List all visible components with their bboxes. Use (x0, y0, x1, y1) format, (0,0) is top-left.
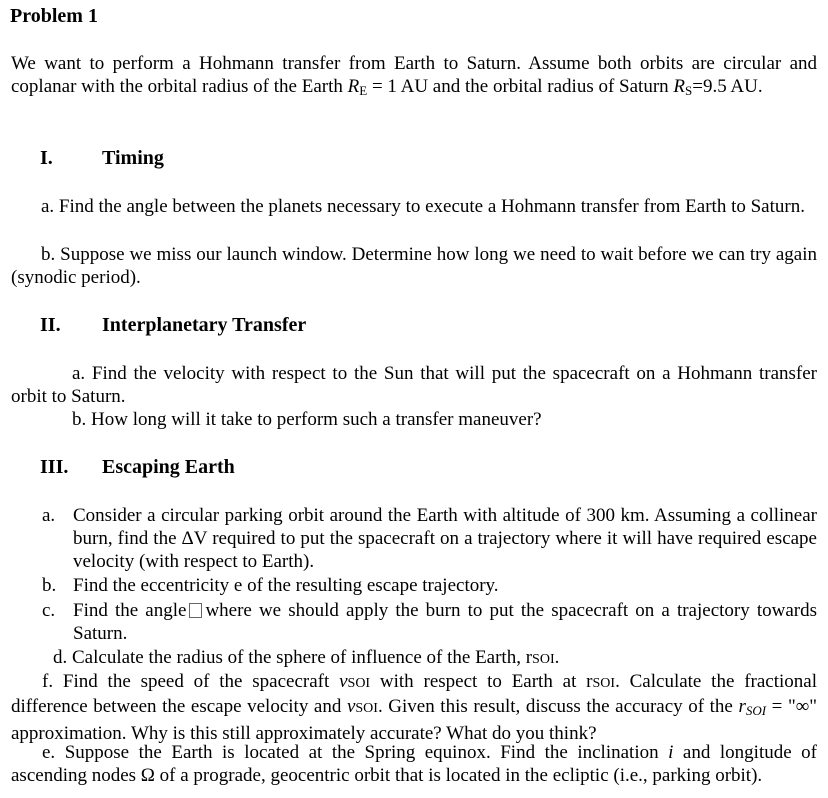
section-title: Timing (102, 147, 164, 169)
escape-part-d: d. Calculate the radius of the sphere of influence of the Earth, rSOI. (53, 647, 560, 668)
transfer-part-b: b. How long will it take to perform such a transfer maneuver? (72, 409, 542, 430)
list-letter: b. (42, 575, 57, 596)
escape-part-c (42, 599, 817, 645)
transfer-part-a: a. Find the velocity with respect to the Sun that will put the spacecraft on a Hohmann transfer orbit to Saturn. (11, 363, 817, 407)
list-text: Consider a circular parking orbit around the Earth with altitude of 300 km. Assuming a collinear burn, find the ΔV required to put the spacecraft on a trajectory where it will have required escape velocity (with respect to Earth). (73, 505, 817, 572)
timing-part-a: a. Find the angle between the planets necessary to execute a Hohmann transfer from Earth to Saturn. (41, 196, 805, 217)
section-numeral: II. (40, 314, 61, 336)
escape-part-e: e. Suppose the Earth is located at the Spring equinox. Find the inclination i and longitude of ascending nodes Ω of a prograde, geocentric orbit that is located in the ecliptic (i.e., parking orbit). (11, 742, 818, 786)
list-text: Find the eccentricity e of the resulting escape trajectory. (73, 575, 499, 596)
list-text: Find the angle where we should apply the burn to put the spacecraft on a trajectory towards Saturn. (73, 600, 818, 644)
escape-part-b (42, 574, 817, 597)
list-letter: c. (42, 600, 56, 621)
intro-paragraph: We want to perform a Hohmann transfer from Earth to Saturn. Assume both orbits are circular and coplanar with the orbital radius of the Earth $R_E = 1$ AU and the orbital radius of Saturn $R_S=9.5$ AU. (11, 53, 817, 98)
list-letter: a. (42, 505, 56, 526)
problem-title: Problem 1 (10, 5, 98, 27)
timing-part-b: b. Suppose we miss our launch window. Determine how long we need to wait before we can try again (synodic period). (11, 244, 817, 288)
section-numeral: I. (40, 147, 53, 169)
escape-part-a (42, 504, 817, 573)
section-numeral: III. (40, 456, 69, 478)
section-title: Interplanetary Transfer (102, 314, 307, 336)
missing-symbol-box (189, 603, 202, 618)
section-title: Escaping Earth (102, 456, 235, 478)
escape-part-f: f. Find the speed of the spacecraft vSOI with respect to Earth at rSOI. Calculate the fractional difference between the escape velocity and vSOI. Given this result, discuss the accuracy of the $r_{SOI}$ = "∞" approximation. Why is this still approximately accurate? What do you think? (11, 671, 818, 744)
